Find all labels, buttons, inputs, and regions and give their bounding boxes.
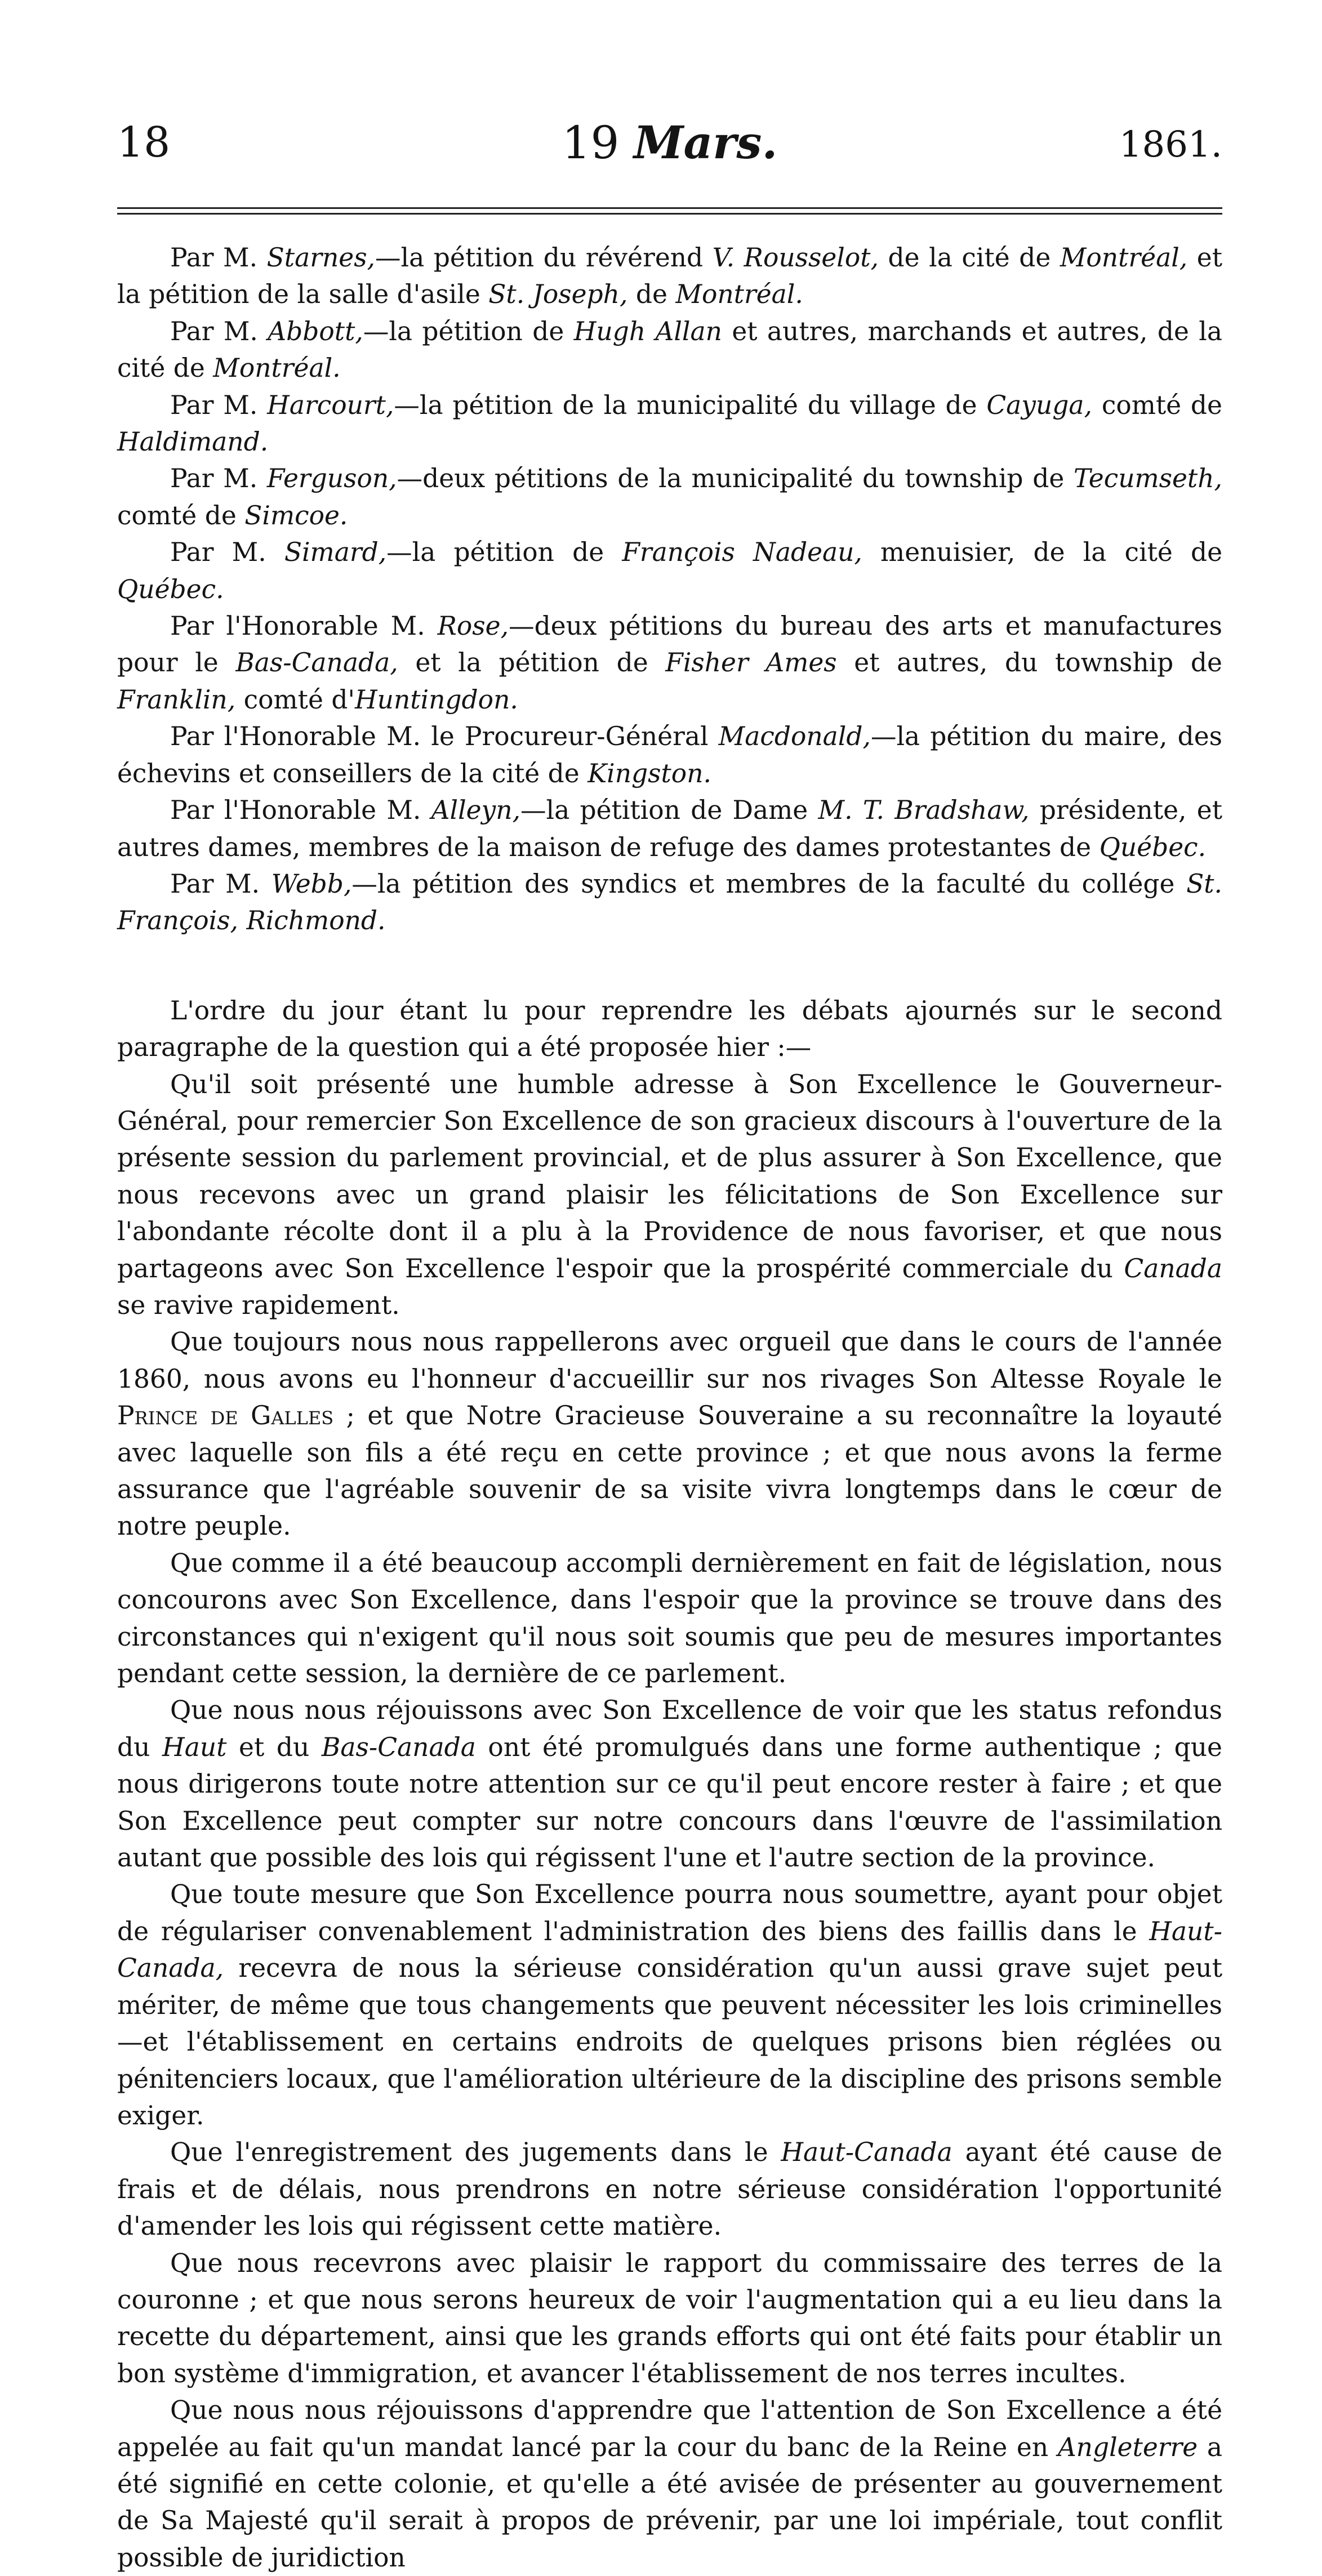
header-rule-top (117, 207, 1222, 209)
petition-italic-name: M. T. Bradshaw, (818, 795, 1030, 826)
section-gap (117, 939, 1222, 992)
petition-entry (117, 866, 1222, 939)
petition-italic-name: Québec. (1099, 832, 1207, 862)
petition-italic-name: Bas-Canada, (235, 648, 398, 678)
petition-prefix: Par M. (170, 390, 268, 420)
petition-prefix: Par M. (170, 316, 268, 346)
petition-italic-name: Fisher Ames (665, 648, 837, 678)
petition-italic-name: Montréal, (1060, 243, 1188, 273)
petition-member: Simard, (284, 537, 387, 568)
para-text: ayant été cause de frais et de délais, nous prendrons en notre sérieuse considération l'opportunité d'amender les lois qui régissent cette matière. (117, 2137, 1222, 2241)
petition-text: —la pétition de (386, 537, 622, 568)
para-text: Que nous recevrons avec plaisir le rapport du commissaire des terres de la couronne ; et que nous serons heureux de voir l'augmentation qui a eu lieu dans la recette du département, ainsi que les grands efforts qui ont été faits pour établir un bon système d'immigration, et avancer l'établissement de nos terres incultes. (117, 2248, 1222, 2388)
petition-italic-name: Simcoe. (244, 500, 348, 531)
petition-member: Alleyn, (431, 795, 521, 826)
address-paragraph (117, 2245, 1222, 2392)
para-italic: Haut (162, 1732, 227, 1762)
petition-text: de la cité de (878, 243, 1060, 273)
petition-text: —la pétition des syndics et membres de la faculté du collége (351, 868, 1187, 899)
para-text: Que nous nous réjouissons avec Son Excellence de voir que les status refondus du (117, 1695, 1222, 1762)
petition-prefix: Par M. (170, 868, 271, 899)
address-paragraph (117, 1876, 1222, 2134)
para-text: Que l'enregistrement des jugements dans le (170, 2137, 781, 2168)
petition-text: comté d' (235, 684, 355, 715)
address-paragraph (117, 2392, 1222, 2576)
header-date (117, 116, 1222, 169)
address-paragraph (117, 1545, 1222, 1692)
petition-member: Webb, (271, 868, 352, 899)
petition-member: Ferguson, (266, 463, 397, 494)
petition-text: et la pétition de la salle d'asile (117, 243, 1222, 310)
para-text: se ravive rapidement. (117, 1290, 400, 1320)
running-header (117, 118, 1222, 180)
petition-entry (117, 460, 1222, 534)
petition-member: Starnes, (266, 243, 376, 273)
header-rule-bottom (117, 213, 1222, 215)
petition-italic-name: Tecumseth, (1073, 463, 1222, 494)
para-text: Que toute mesure que Son Excellence pourra nous soumettre, ayant pour objet de régulariser convenablement l'administration des biens des faillis dans le (117, 1879, 1222, 1946)
para-text: Que nous nous réjouissons d'apprendre que l'attention de Son Excellence a été appelée au fait qu'un mandat lancé par la cour du banc de la Reine en (117, 2395, 1222, 2462)
page-number: 18 (117, 118, 171, 167)
order-of-day-intro: L'ordre du jour étant lu pour reprendre les débats ajournés sur le second paragraphe de la question qui a été proposée hier :— (117, 995, 1222, 1063)
para-italic: Bas-Canada (321, 1732, 476, 1762)
para-text: Que comme il a été beaucoup accompli dernièrement en fait de législation, nous concourons avec Son Excellence, dans l'espoir que la province se trouve dans des circonstances qui n'exigent qu'il nous soit soumis que peu de mesures importantes pendant cette session, la dernière de ce parlement. (117, 1548, 1222, 1689)
document-page (117, 116, 1223, 2573)
petition-prefix: Par M. (170, 537, 284, 568)
petition-member: Macdonald, (718, 721, 871, 752)
petition-text: comté de (1092, 390, 1222, 420)
para-text: ; et que Notre Gracieuse Souveraine a su reconnaître la loyauté avec laquelle son fils a été reçu en cette province ; et que nous avons la ferme assurance que l'agréable souvenir de sa visite vivra longtemps dans le cœur de notre peuple. (117, 1401, 1222, 1541)
petition-entry (117, 313, 1222, 387)
petition-prefix: Par l'Honorable M. (170, 795, 431, 826)
petition-member: Rose, (437, 611, 509, 641)
petition-entry (117, 239, 1222, 313)
petition-prefix: Par M. (170, 463, 267, 494)
para-italic: Angleterre (1057, 2432, 1198, 2462)
petition-prefix: Par M. (170, 243, 267, 273)
petition-italic-name: Montréal. (675, 279, 803, 310)
para-text: et du (226, 1732, 322, 1762)
petition-text: et autres, marchands et autres, de la cité de (117, 316, 1222, 384)
petition-italic-name: Franklin, (117, 684, 236, 715)
para-text: recevra de nous la sérieuse considération qu'un aussi grave sujet peut mériter, de même que tous changements que peuvent nécessiter les lois criminelles—et l'établissement en certains endroits de quelques prisons bien réglées ou pénitenciers locaux, que l'amélioration ultérieure de la discipline des prisons semble exiger. (117, 1953, 1222, 2131)
petition-text: —la pétition du révérend (375, 243, 713, 273)
header-month: Mars. (633, 116, 778, 169)
address-paragraphs (117, 1066, 1222, 2576)
header-year: 1861. (1119, 124, 1222, 166)
petitions-list (117, 239, 1222, 939)
petition-prefix: Par l'Honorable M. (170, 611, 438, 641)
para-italic: Haut-Canada (781, 2137, 952, 2168)
address-paragraph (117, 1323, 1222, 1544)
petition-text: —la pétition de la municipalité du village de (394, 390, 987, 420)
para-text: Que toujours nous nous rappellerons avec orgueil que dans le cours de l'année 1860, nous avons eu l'honneur d'accueillir sur nos rivages Son Altesse Royale le (117, 1327, 1222, 1394)
petition-text: —la pétition de (363, 316, 574, 346)
petition-italic-name: Cayuga, (986, 390, 1093, 420)
petition-text: menuisier, de la cité de (862, 537, 1222, 568)
petition-entry (117, 718, 1222, 792)
para-text: Qu'il soit présenté une humble adresse à Son Excellence le Gouverneur-Général, pour remercier Son Excellence de son gracieux discours à l'ouverture de la présente session du parlement provincial, et de plus assurer à Son Excellence, que nous recevons avec un grand plaisir les félicitations de Son Excellence sur l'abondante récolte dont il a plu à la Providence de nous favoriser, et que nous partageons avec Son Excellence l'espoir que la prospérité commerciale du (117, 1069, 1222, 1283)
petition-text: et autres, du township de (836, 648, 1222, 678)
para-text: ont été promulgués dans une forme authentique ; que nous dirigerons toute notre attention sur ce qu'il peut encore rester à faire ; et que Son Excellence peut compter sur notre concours dans l'œuvre de l'assimilation autant que possible des lois qui régissent l'une et l'autre section de la province. (117, 1732, 1222, 1873)
petition-prefix: Par l'Honorable M. le Procureur-Général (170, 721, 719, 752)
petition-text: présidente, et autres dames, membres de la maison de refuge des dames protestantes de (117, 795, 1223, 862)
petition-italic-name: V. Rousselot, (712, 243, 879, 273)
petition-italic-name: Haldimand. (117, 427, 269, 457)
header-day: 19 (562, 117, 620, 169)
para-italic: Canada (1124, 1253, 1222, 1283)
petition-member: Abbott, (268, 316, 363, 346)
address-paragraph (117, 1692, 1222, 1876)
petition-italic-name: Montréal. (213, 353, 341, 384)
petition-text: de (627, 279, 676, 310)
petition-entry (117, 792, 1222, 866)
petition-text: et la pétition de (398, 648, 666, 678)
petition-italic-name: St. François, Richmond. (117, 868, 1222, 936)
address-paragraph (117, 2134, 1222, 2244)
petition-italic-name: Hugh Allan (573, 316, 722, 346)
petition-text: —la pétition de Dame (520, 795, 818, 826)
address-paragraph (117, 1066, 1222, 1324)
petition-member: Harcourt, (267, 390, 394, 420)
petition-text: comté de (117, 500, 245, 531)
petition-italic-name: St. Joseph, (488, 279, 628, 310)
petition-entry (117, 608, 1222, 718)
para-italic: Haut-Canada, (117, 1916, 1222, 1984)
petition-entry (117, 534, 1222, 608)
petition-italic-name: Québec. (117, 574, 224, 604)
petition-italic-name: François Nadeau, (622, 537, 862, 568)
page-body (117, 239, 1222, 2576)
petition-entry (117, 387, 1222, 461)
petition-text: —deux pétitions du bureau des arts et manufactures pour le (117, 611, 1223, 678)
petition-text: —la pétition du maire, des échevins et conseillers de la cité de (117, 721, 1222, 788)
para-text: a été signifié en cette colonie, et qu'elle a été avisée de présenter au gouvernement de Sa Majesté qu'il serait à propos de prévenir, par une loi impériale, tout conflit possible de juridiction (117, 2432, 1222, 2573)
petition-text: —deux pétitions de la municipalité du township de (397, 463, 1074, 494)
para-small-caps: Prince de Galles (117, 1401, 334, 1431)
petition-italic-name: Kingston. (587, 758, 711, 788)
petition-italic-name: Huntingdon. (355, 684, 518, 715)
